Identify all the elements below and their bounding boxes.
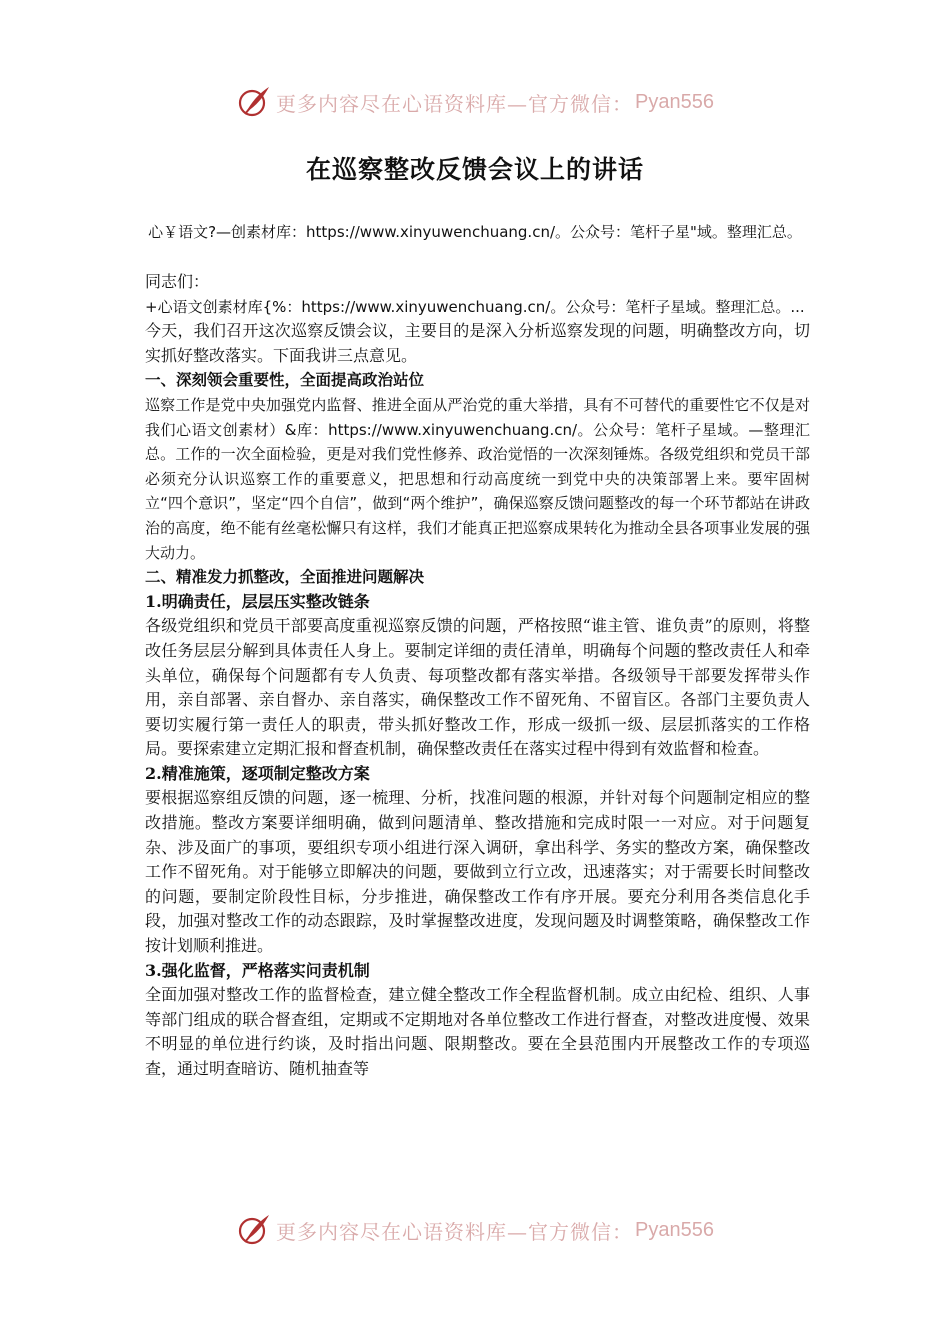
- intro-paragraph: 今天，我们召开这次巡察反馈会议，主要目的是深入分析巡察发现的问题，明确整改方向，切实抓好整改落实。下面我讲三点意见。: [145, 321, 810, 365]
- subheading-2-3: 3.强化监督，严格落实问责机制: [145, 960, 370, 980]
- quill-pen-logo-icon: [236, 1212, 272, 1248]
- section-1-paragraph: 巡察工作是党中央加强党内监督、推进全面从严治党的重大举措，具有不可替代的重要性它不仅是对我们心语文创素材）&库：https://www.xinyuwenchuang.cn/。公众号：笔杆子星域。—整理汇总。工作的一次全面检验，更是对我们党性修养、政治觉悟的一次深刻锤炼。各级党组织和党员干部必须充分认识巡察工作的重要意义，把思想和行动高度统一到党中央的决策部署上来。要牢固树立“四个意识”，坚定“四个自信”，做到“两个维护”，确保巡察反馈问题整改的每一个环节都站在讲政治的高度，绝不能有丝毫松懈只有这样，我们才能真正把巡察成果转化为推动全县各项事业发展的强大动力。: [145, 395, 810, 562]
- banner-wechat-id: Pyan556: [635, 90, 714, 113]
- section-heading-1: 一、深刻领会重要性，全面提高政治站位: [145, 371, 425, 390]
- salutation: 同志们：: [145, 272, 210, 291]
- section-heading-2: 二、精准发力抓整改，全面推进问题解决: [145, 568, 425, 587]
- header-banner: [0, 82, 950, 122]
- document-subtitle: 心￥语文?—创素材库：https://www.xinyuwenchuang.cn/。公众号：笔杆子星"域。整理汇总。: [148, 223, 802, 241]
- banner-wechat-id: Pyan556: [635, 1218, 714, 1241]
- subheading-2-1: 1.明确责任，层层压实整改链条: [145, 591, 370, 611]
- subsection-2-1-paragraph: 各级党组织和党员干部要高度重视巡察反馈的问题，严格按照“谁主管、谁负责”的原则，将整改任务层层分解到具体责任人身上。要制定详细的责任清单，明确每个问题的整改责任人和牵头单位，确保每个问题都有专人负责、每项整改都有落实举措。各级领导干部要发挥带头作用，亲自部署、亲自督办、亲自落实，确保整改工作不留死角、不留盲区。各部门主要负责人要切实履行第一责任人的职责，带头抓好整改工作，形成一级抓一级、层层抓落实的工作格局。要探索建立定期汇报和督查机制，确保整改责任在落实过程中得到有效监督和检查。: [145, 616, 810, 759]
- quill-pen-logo-icon: [236, 84, 272, 120]
- banner-text: 更多内容尽在心语资料库—官方微信：: [276, 1219, 634, 1244]
- document-body: [145, 270, 810, 1082]
- subsection-2-3-paragraph: 全面加强对整改工作的监督检查，建立健全整改工作全程监督机制。成立由纪检、组织、人事等部门组成的联合督查组，定期或不定期地对各单位整改工作进行督查，对整改进度慢、效果不明显的单位进行约谈，及时指出问题、限期整改。要在全县范围内开展整改工作的专项巡查，通过明查暗访、随机抽查等: [145, 985, 810, 1078]
- source-note-paragraph: +心语文创素材库{%：https://www.xinyuwenchuang.cn/。公众号：笔杆子星域。整理汇总。...: [145, 297, 805, 316]
- subheading-2-2: 2.精准施策，逐项制定整改方案: [145, 763, 370, 783]
- banner-text: 更多内容尽在心语资料库—官方微信：: [276, 91, 634, 116]
- footer-banner: [0, 1210, 950, 1250]
- document-title: 在巡察整改反馈会议上的讲话: [305, 155, 644, 184]
- subsection-2-2-paragraph: 要根据巡察组反馈的问题，逐一梳理、分析，找准问题的根源，并针对每个问题制定相应的整改措施。整改方案要详细明确，做到问题清单、整改措施和完成时限一一对应。对于问题复杂、涉及面广的事项，要组织专项小组进行深入调研，拿出科学、务实的整改方案，确保整改工作不留死角。对于能够立即解决的问题，要做到立行立改，迅速落实；对于需要长时间整改的问题，要制定阶段性目标，分步推进，确保整改工作有序开展。要充分利用各类信息化手段，加强对整改工作的动态跟踪，及时掌握整改进度，发现问题及时调整策略，确保整改工作按计划顺利推进。: [145, 788, 810, 956]
